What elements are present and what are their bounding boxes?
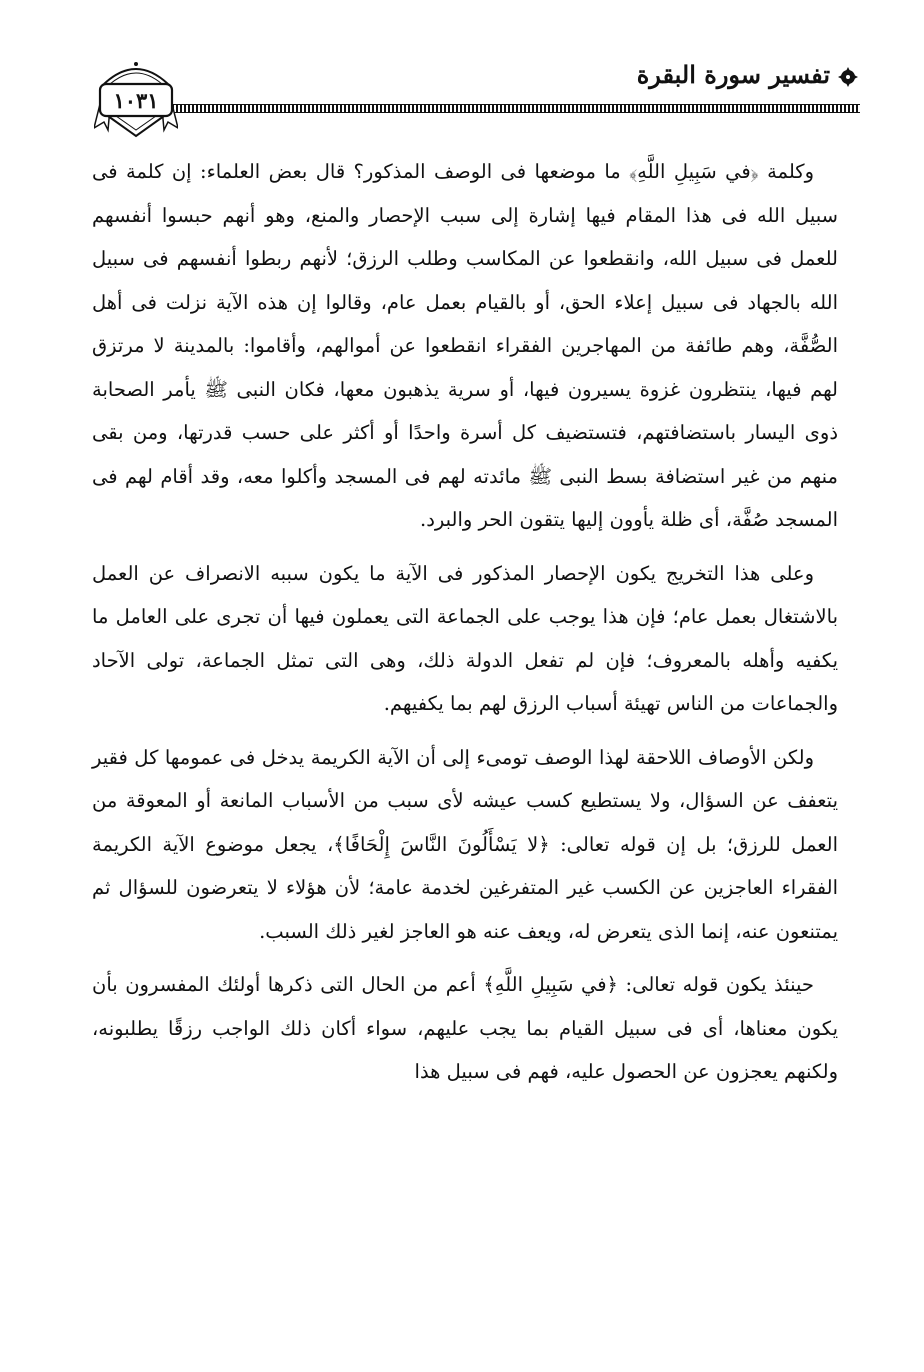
surah-title: تفسير سورة البقرة: [636, 60, 830, 89]
dark-flower-ornament-icon: [836, 66, 860, 88]
paragraph-4: [92, 963, 838, 1094]
paragraph-1: [92, 150, 838, 542]
running-header: [94, 52, 860, 144]
page-number-badge: [94, 52, 178, 138]
header-rule: [172, 104, 860, 113]
paragraph-3: [92, 736, 838, 954]
page-body: [92, 150, 838, 1104]
paragraph-2: [92, 552, 838, 726]
paragraph-4-text: حينئذ يكون قوله تعالى: ﴿في سَبِيلِ اللَّهِ﴾ أعم من الحال التى ذكرها أولئك المفسرون بأن يكون معناها، أى فى سبيل القيام بما يجب عليهم، سواء أكان ذلك الواجب رزقًا يطلبونه، ولكنهم يعجزون عن الحصول عليه، فهم فى سبيل هذا: [92, 973, 838, 1083]
paragraph-1-text: وكلمة ﴿في سَبِيلِ اللَّهِ﴾ ما موضعها فى الوصف المذكور؟ قال بعض العلماء: إن كلمة فى سبيل الله فى هذا المقام فيها إشارة إلى سبب الإحصار والمنع، وهو أنهم حبسوا أنفسهم للعمل فى سبيل الله، وانقطعوا عن المكاسب وطلب الرزق؛ لأنهم ربطوا أنفسهم فى سبيل الله بالجهاد فى سبيل إعلاء الحق، أو بالقيام بعمل عام، وقالوا إن هذه الآية نزلت فى أهل الصُّفَّة، وهم طائفة من المهاجرين الفقراء انقطعوا عن أموالهم، وأقاموا: بالمدينة لا مرتزق لهم فيها، ينتظرون غزوة يسيرون فيها، أو سرية يذهبون معها، فكان النبى ﷺ يأمر الصحابة ذوى اليسار باستضافتهم، فتستضيف كل أسرة واحدًا أو أكثر على حسب قدرتها، ومن بقى منهم من غير استضافة بسط النبى ﷺ مائدته لهم فى المسجد وأكلوا معه، وقد أقام لهم فى المسجد صُفَّة، أى ظلة يأوون إليها يتقون الحر والبرد.: [92, 160, 838, 531]
paragraph-2-text: وعلى هذا التخريج يكون الإحصار المذكور فى الآية ما يكون سببه الانصراف عن العمل بالاشتغال بعمل عام؛ فإن هذا يوجب على الجماعة التى يعملون فيها أن تجرى على العامل ما يكفيه وأهله بالمعروف؛ فإن لم تفعل الدولة ذلك، وهى التى تمثل الجماعة، تولى الآحاد والجماعات من الناس تهيئة أسباب الرزق لهم بما يكفيهم.: [92, 561, 838, 715]
page-number: ١٠٣١: [113, 88, 159, 113]
paragraph-3-text: ولكن الأوصاف اللاحقة لهذا الوصف تومىء إلى أن الآية الكريمة يدخل فى عمومها كل فقير يتعفف عن السؤال، ولا يستطيع كسب عيشه لأى سبب من الأسباب المانعة أو المعوقة من العمل للرزق؛ بل إن قوله تعالى: ﴿لا يَسْأَلُونَ النَّاسَ إِلْحَافًا﴾، يجعل موضوع الآية الكريمة الفقراء العاجزين عن الكسب غير المتفرغين لخدمة عامة؛ لأن هؤلاء لا يتعرضون للسؤال ثم يمتنعون عنه، إنما الذى يتعرض له، ويعف عنه هو العاجز لغير ذلك السبب.: [92, 745, 838, 943]
